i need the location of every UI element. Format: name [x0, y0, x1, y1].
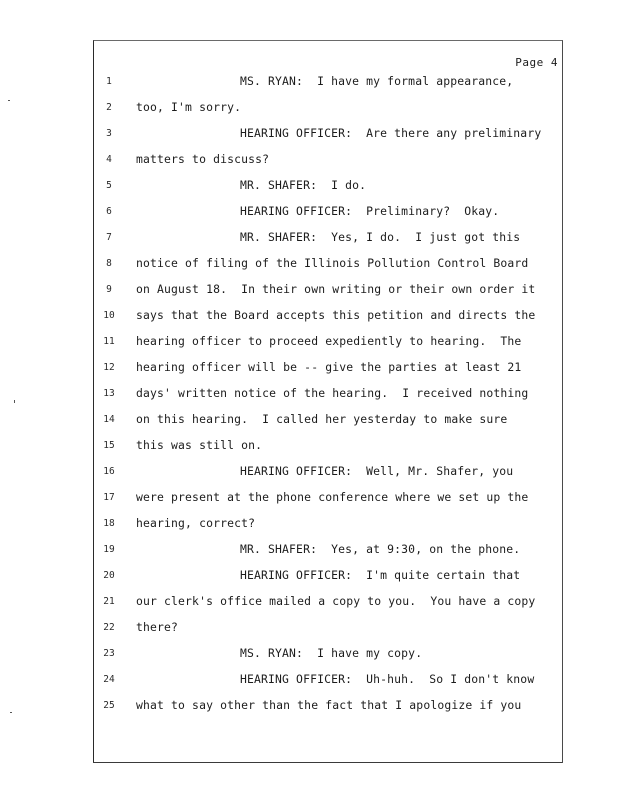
line-text: there? — [136, 620, 179, 634]
transcript-line — [96, 255, 556, 275]
transcript-line — [96, 203, 556, 223]
page-number: Page 4 — [515, 56, 558, 69]
line-number: 5 — [106, 180, 112, 191]
transcript-line — [96, 593, 556, 613]
transcript-line — [96, 489, 556, 509]
transcript-line — [96, 463, 556, 483]
line-number: 4 — [106, 154, 112, 165]
line-text: hearing, correct? — [136, 516, 256, 530]
line-number: 22 — [103, 622, 115, 633]
line-number: 20 — [103, 570, 115, 581]
line-number: 2 — [106, 102, 112, 113]
line-text: MR. SHAFER: Yes, at 9:30, on the phone. — [240, 542, 521, 556]
transcript-line — [96, 307, 556, 327]
transcript-line — [96, 645, 556, 665]
transcript-line — [96, 697, 556, 717]
transcript-line — [96, 359, 556, 379]
line-number: 8 — [106, 258, 112, 269]
line-text: HEARING OFFICER: I'm quite certain that — [240, 568, 521, 582]
line-number: 9 — [106, 284, 112, 295]
transcript-line — [96, 515, 556, 535]
transcript-line — [96, 541, 556, 561]
line-text: too, I'm sorry. — [136, 100, 242, 114]
line-number: 13 — [103, 388, 115, 399]
transcript-line — [96, 567, 556, 587]
transcript-line — [96, 411, 556, 431]
line-number: 18 — [103, 518, 115, 529]
line-text: HEARING OFFICER: Well, Mr. Shafer, you — [240, 464, 514, 478]
line-text: on August 18. In their own writing or their own order it — [136, 282, 536, 296]
transcript-line — [96, 151, 556, 171]
transcript-line — [96, 281, 556, 301]
line-text: MR. SHAFER: I do. — [240, 178, 367, 192]
line-number: 16 — [103, 466, 115, 477]
scan-speck — [8, 100, 10, 101]
transcript-line — [96, 125, 556, 145]
line-number: 15 — [103, 440, 115, 451]
transcript-line — [96, 619, 556, 639]
line-text: notice of filing of the Illinois Pollution Control Board — [136, 256, 529, 270]
line-text: this was still on. — [136, 438, 263, 452]
line-number: 7 — [106, 232, 112, 243]
line-text: hearing officer to proceed expediently to hearing. The — [136, 334, 522, 348]
page-bottom-rule — [93, 762, 562, 763]
transcript-line — [96, 177, 556, 197]
transcript-line — [96, 229, 556, 249]
transcript-line — [96, 99, 556, 119]
line-number: 23 — [103, 648, 115, 659]
line-number: 11 — [103, 336, 115, 347]
line-text: HEARING OFFICER: Preliminary? Okay. — [240, 204, 500, 218]
line-number: 25 — [103, 700, 115, 711]
transcript-line — [96, 333, 556, 353]
line-number: 6 — [106, 206, 112, 217]
transcript-line — [96, 437, 556, 457]
line-number: 14 — [103, 414, 115, 425]
line-text: HEARING OFFICER: Uh-huh. So I don't know — [240, 672, 535, 686]
line-text: our clerk's office mailed a copy to you. You have a copy — [136, 594, 536, 608]
line-text: were present at the phone conference where we set up the — [136, 490, 529, 504]
line-number: 3 — [106, 128, 112, 139]
transcript-line — [96, 385, 556, 405]
line-text: MR. SHAFER: Yes, I do. I just got this — [240, 230, 521, 244]
line-text: hearing officer will be -- give the parties at least 21 — [136, 360, 522, 374]
line-number: 12 — [103, 362, 115, 373]
line-text: on this hearing. I called her yesterday to make sure — [136, 412, 508, 426]
line-number: 21 — [103, 596, 115, 607]
line-text: matters to discuss? — [136, 152, 270, 166]
scan-speck — [14, 400, 15, 403]
scan-speck — [10, 712, 12, 713]
line-number: 10 — [103, 310, 115, 321]
line-number: 1 — [106, 76, 112, 87]
line-text: what to say other than the fact that I apologize if you — [136, 698, 522, 712]
line-text: says that the Board accepts this petition and directs the — [136, 308, 536, 322]
line-number: 24 — [103, 674, 115, 685]
line-text: HEARING OFFICER: Are there any preliminary — [240, 126, 542, 140]
line-text: MS. RYAN: I have my copy. — [240, 646, 423, 660]
transcript-line — [96, 73, 556, 93]
transcript-line — [96, 671, 556, 691]
line-number: 19 — [103, 544, 115, 555]
line-text: days' written notice of the hearing. I received nothing — [136, 386, 529, 400]
line-text: MS. RYAN: I have my formal appearance, — [240, 74, 514, 88]
line-number: 17 — [103, 492, 115, 503]
